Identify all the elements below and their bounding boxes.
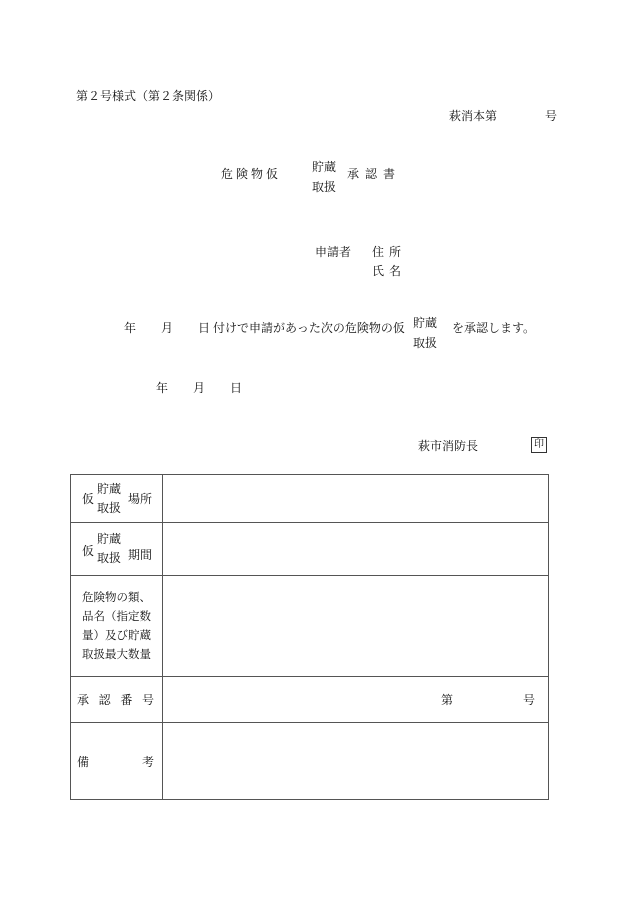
- approval-text: 付けで申請があった次の危険物の仮: [213, 321, 405, 335]
- application-day: 日: [198, 321, 211, 335]
- period-stack-top: 貯蔵: [97, 532, 122, 546]
- table-row-period: [71, 523, 549, 576]
- remarks-value-cell[interactable]: [163, 723, 549, 800]
- hazmat-label-cell: [71, 576, 163, 677]
- reference-suffix: 号: [545, 109, 558, 123]
- location-stack: [97, 480, 121, 518]
- approval-text-stack: [413, 313, 437, 353]
- table-row-remarks: [71, 723, 549, 800]
- approval-number-prefix: 第: [441, 693, 454, 707]
- approval-details-table: [70, 474, 549, 800]
- period-stack: [97, 530, 121, 568]
- issue-year: 年: [156, 381, 169, 395]
- table-row-location: [71, 475, 549, 523]
- remarks-label-cell: [71, 723, 163, 800]
- hazmat-label-line-4: 取扱最大数量: [82, 647, 151, 661]
- address-label: 住所: [372, 245, 407, 259]
- location-stack-top: 貯蔵: [97, 482, 122, 496]
- reference-number: [449, 109, 558, 123]
- reference-prefix: 萩消本第: [449, 109, 498, 123]
- approval-number-suffix: 号: [523, 693, 536, 707]
- issue-day: 日: [230, 381, 243, 395]
- document-title-end: 承認書: [347, 167, 402, 181]
- table-row-hazmat-type: [71, 576, 549, 677]
- remarks-char-2: 考: [141, 754, 154, 769]
- document-title-stack: [312, 157, 336, 197]
- period-value-cell[interactable]: [163, 523, 549, 576]
- application-year: 年: [124, 321, 137, 335]
- period-stack-bottom: 取扱: [97, 551, 122, 565]
- location-suffix: 場所: [128, 492, 153, 506]
- period-label-cell: [71, 523, 163, 576]
- approval-number-char-3: 番: [120, 693, 133, 707]
- remarks-char-1: 備: [77, 754, 90, 769]
- title-stack-top: 貯蔵: [312, 160, 337, 174]
- hazmat-label-line-2: 品名（指定数: [82, 609, 151, 623]
- issue-month: 月: [193, 381, 206, 395]
- approval-number-label: [71, 691, 162, 708]
- hazmat-value-cell[interactable]: [163, 576, 549, 677]
- name-label: 氏名: [372, 264, 407, 278]
- hazmat-label-line-3: 量）及び貯蔵: [82, 628, 151, 642]
- approval-number-char-1: 承: [77, 693, 90, 707]
- form-number-label: 第２号様式（第２条関係）: [76, 89, 221, 103]
- location-stack-bottom: 取扱: [97, 501, 122, 515]
- period-prefix: 仮: [82, 544, 95, 558]
- table-row-approval-number: [71, 677, 549, 723]
- approval-stack-top: 貯蔵: [413, 316, 438, 330]
- title-stack-bottom: 取扱: [312, 180, 337, 194]
- approval-number-label-cell: [71, 677, 163, 723]
- location-value-cell[interactable]: [163, 475, 549, 523]
- approval-number-char-4: 号: [141, 693, 154, 707]
- location-label-cell: [71, 475, 163, 523]
- hazmat-label-line-1: 危険物の類、: [82, 590, 151, 604]
- period-suffix: 期間: [128, 548, 153, 562]
- approval-number-char-2: 認: [98, 693, 111, 707]
- fire-chief-title: 萩市消防長: [418, 439, 479, 453]
- document-title-main: 危険物仮: [221, 167, 282, 181]
- applicant-label: 申請者: [315, 245, 352, 259]
- approval-number-value-cell[interactable]: [163, 677, 549, 723]
- approval-stack-bottom: 取扱: [413, 336, 438, 350]
- approval-text-end: を承認します。: [452, 321, 536, 335]
- location-prefix: 仮: [82, 492, 95, 506]
- application-month: 月: [161, 321, 174, 335]
- remarks-label: [71, 753, 162, 770]
- seal-mark: 印: [531, 437, 547, 453]
